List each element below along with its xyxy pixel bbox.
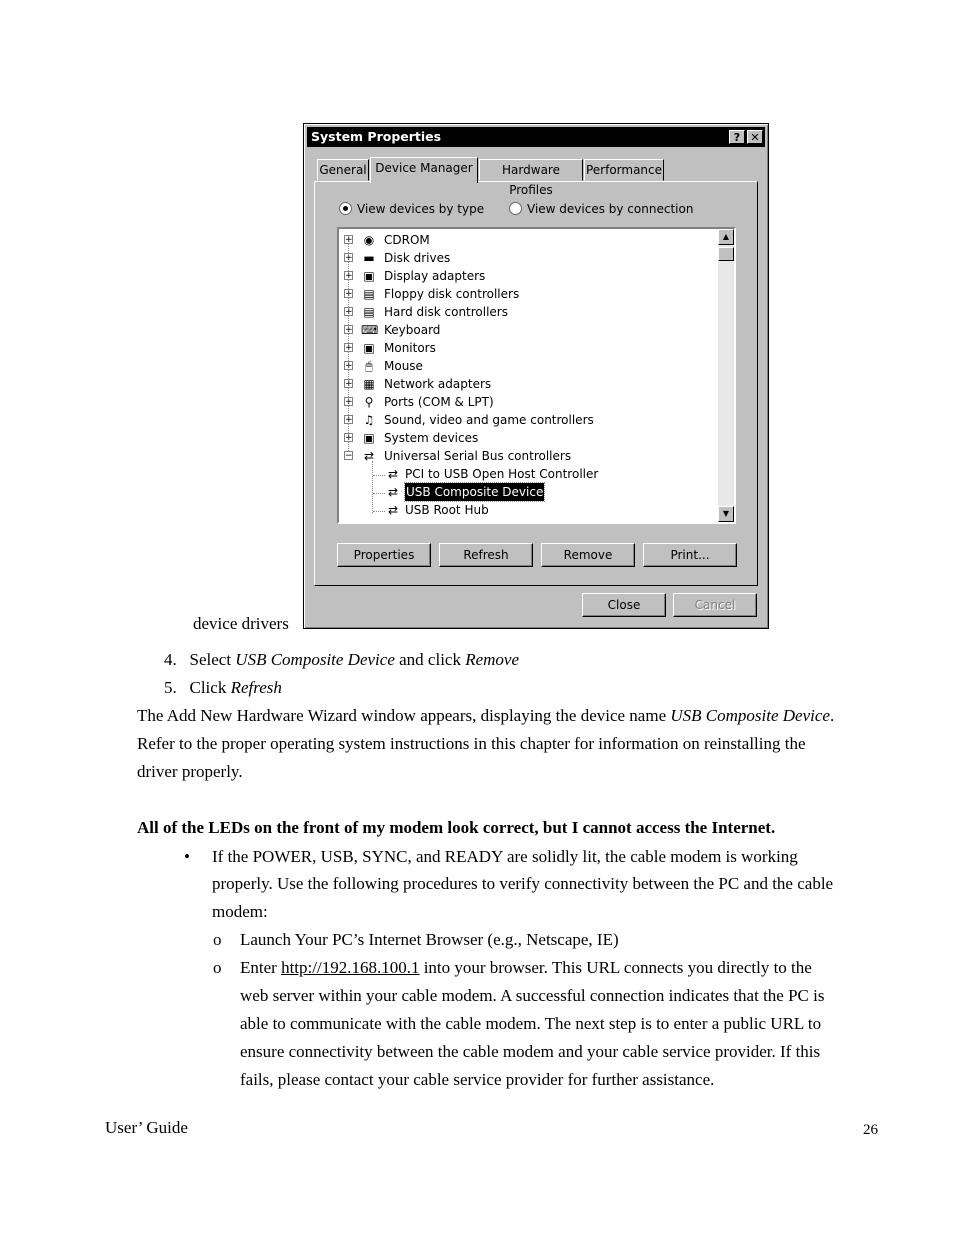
sound-icon: ♫: [363, 413, 375, 427]
tree-item-label: Ports (COM & LPT): [384, 395, 494, 409]
usb-icon: ⇄: [387, 503, 399, 517]
expand-icon[interactable]: +: [345, 415, 353, 425]
paragraph-text: The Add New Hardware Wizard window appears, displaying the device name: [137, 706, 671, 725]
expand-icon[interactable]: +: [345, 325, 353, 335]
step-5: [164, 674, 282, 702]
properties-button[interactable]: Properties: [337, 543, 431, 567]
step-number: 4.: [164, 650, 177, 669]
print-button[interactable]: Print...: [643, 543, 737, 567]
expand-icon[interactable]: +: [345, 379, 353, 389]
cdrom-icon: ◉: [363, 233, 375, 247]
floppy-controller-icon: ▤: [363, 287, 375, 301]
scroll-up-icon[interactable]: ▲: [718, 229, 734, 245]
hard-disk-controller-icon: ▤: [363, 305, 375, 319]
help-button[interactable]: ?: [729, 130, 745, 144]
display-icon: ▣: [363, 269, 375, 283]
tree-connector-h: [373, 511, 385, 512]
tree-item-label: Mouse: [384, 359, 423, 373]
collapse-icon[interactable]: −: [345, 451, 353, 461]
expand-icon[interactable]: +: [345, 307, 353, 317]
step-emphasis: USB Composite Device: [235, 650, 395, 669]
tree-item-label: Keyboard: [384, 323, 441, 337]
bullet-line: properly. Use the following procedures to verify connectivity between the PC and the cable: [212, 874, 834, 893]
tab-performance[interactable]: Performance: [584, 159, 664, 181]
tab-device-manager[interactable]: Device Manager: [370, 157, 478, 183]
section-heading: All of the LEDs on the front of my modem look correct, but I cannot access the Internet.: [137, 818, 776, 837]
remove-button[interactable]: Remove: [541, 543, 635, 567]
expand-icon[interactable]: +: [345, 253, 353, 263]
step-emphasis: Refresh: [230, 678, 282, 697]
paragraph-text: .: [829, 706, 835, 725]
modem-url-link[interactable]: http://192.168.100.1: [281, 958, 420, 977]
tree-item-label: Monitors: [384, 341, 436, 355]
scroll-thumb[interactable]: [718, 247, 734, 261]
sub-bullet-marker: o: [213, 930, 222, 949]
step-text: Select: [189, 650, 236, 669]
expand-icon[interactable]: +: [345, 361, 353, 371]
paragraph-line: driver properly.: [137, 762, 243, 781]
device-manager-panel: [314, 181, 758, 586]
sub-bullet-marker: o: [213, 958, 222, 977]
tree-item-label: CDROM: [384, 233, 430, 247]
close-window-button[interactable]: ✕: [747, 130, 763, 144]
tab-general[interactable]: General: [317, 159, 369, 181]
tree-item-label: Disk drives: [384, 251, 451, 265]
expand-icon[interactable]: +: [345, 271, 353, 281]
bullet-line: modem:: [212, 902, 268, 921]
bullet-marker: •: [184, 847, 190, 866]
tree-connector-usb: [372, 461, 373, 513]
sub-bullet-text: into your browser. This URL connects you directly to the: [419, 958, 812, 977]
scroll-down-icon[interactable]: ▼: [718, 506, 734, 522]
tree-item-label: PCI to USB Open Host Controller: [405, 467, 599, 481]
page-number: 26: [863, 1122, 878, 1138]
expand-icon[interactable]: +: [345, 343, 353, 353]
tree-item-label: Display adapters: [384, 269, 486, 283]
close-button[interactable]: Close: [582, 593, 666, 617]
radio-view-by-type[interactable]: [339, 202, 484, 216]
paragraph-line: [137, 702, 834, 730]
mouse-icon: 🖱: [365, 359, 373, 373]
paragraph-line: Refer to the proper operating system instructions in this chapter for information on reinstalling the: [137, 734, 806, 753]
expand-icon[interactable]: +: [345, 433, 353, 443]
tree-item-label-selected: USB Composite Device: [406, 485, 544, 499]
sub-bullet-line: [240, 954, 812, 982]
usb-icon: ⇄: [363, 449, 375, 463]
paragraph-emphasis: USB Composite Device: [670, 706, 830, 725]
dialog-title: System Properties: [311, 129, 442, 144]
system-properties-dialog: [303, 123, 769, 629]
port-icon: ⚲: [364, 395, 374, 409]
radio-unselected-indicator: [509, 202, 522, 215]
device-tree[interactable]: [337, 227, 736, 524]
figure-caption: device drivers: [193, 614, 289, 633]
radio-selected-indicator: [339, 202, 352, 215]
usb-icon: ⇄: [387, 467, 399, 481]
sub-bullet-line: able to communicate with the cable modem. The next step is to enter a public URL to: [240, 1014, 822, 1033]
tree-item-label: USB Root Hub: [405, 503, 489, 517]
step-emphasis: Remove: [465, 650, 520, 669]
tree-item-label: Hard disk controllers: [384, 305, 508, 319]
tab-hardware-profiles[interactable]: Hardware Profiles: [479, 159, 583, 181]
tree-item-label: Universal Serial Bus controllers: [384, 449, 572, 463]
sub-bullet-line: Launch Your PC’s Internet Browser (e.g., Netscape, IE): [240, 930, 619, 949]
step-text: and click: [394, 650, 466, 669]
dialog-titlebar: [307, 127, 765, 147]
radio-view-by-connection[interactable]: [509, 202, 693, 216]
expand-icon[interactable]: +: [345, 397, 353, 407]
step-text: Click: [189, 678, 231, 697]
keyboard-icon: ⌨: [361, 323, 379, 337]
monitor-icon: ▣: [363, 341, 375, 355]
sub-bullet-line: ensure connectivity between the cable modem and your cable service provider. If this: [240, 1042, 821, 1061]
refresh-button[interactable]: Refresh: [439, 543, 533, 567]
step-number: 5.: [164, 678, 177, 697]
tree-item-label: Network adapters: [384, 377, 492, 391]
tree-item-label: System devices: [384, 431, 479, 445]
tree-item-label: Sound, video and game controllers: [384, 413, 594, 427]
usb-icon: ⇄: [387, 485, 399, 499]
radio-by-connection-label: View devices by connection: [527, 202, 694, 216]
network-adapter-icon: ▦: [363, 377, 375, 391]
radio-by-type-label: View devices by type: [357, 202, 485, 216]
expand-icon[interactable]: +: [345, 235, 353, 245]
expand-icon[interactable]: +: [345, 289, 353, 299]
sub-bullet-line: fails, please contact your cable service provider for further assistance.: [240, 1070, 715, 1089]
step-4: [164, 646, 519, 674]
tree-connector-h: [373, 475, 385, 476]
sub-bullet-line: web server within your cable modem. A successful connection indicates that the PC is: [240, 986, 825, 1005]
disk-drive-icon: ▬: [363, 251, 375, 265]
sub-bullet-text: Enter: [240, 958, 282, 977]
cancel-button[interactable]: Cancel: [673, 593, 757, 617]
tree-connector-h: [373, 493, 385, 494]
bullet-line: If the POWER, USB, SYNC, and READY are solidly lit, the cable modem is working: [212, 847, 798, 866]
tree-item-label: Floppy disk controllers: [384, 287, 520, 301]
tree-scrollbar[interactable]: [718, 229, 734, 522]
footer-title: User’ Guide: [105, 1118, 188, 1137]
system-device-icon: ▣: [363, 431, 375, 445]
